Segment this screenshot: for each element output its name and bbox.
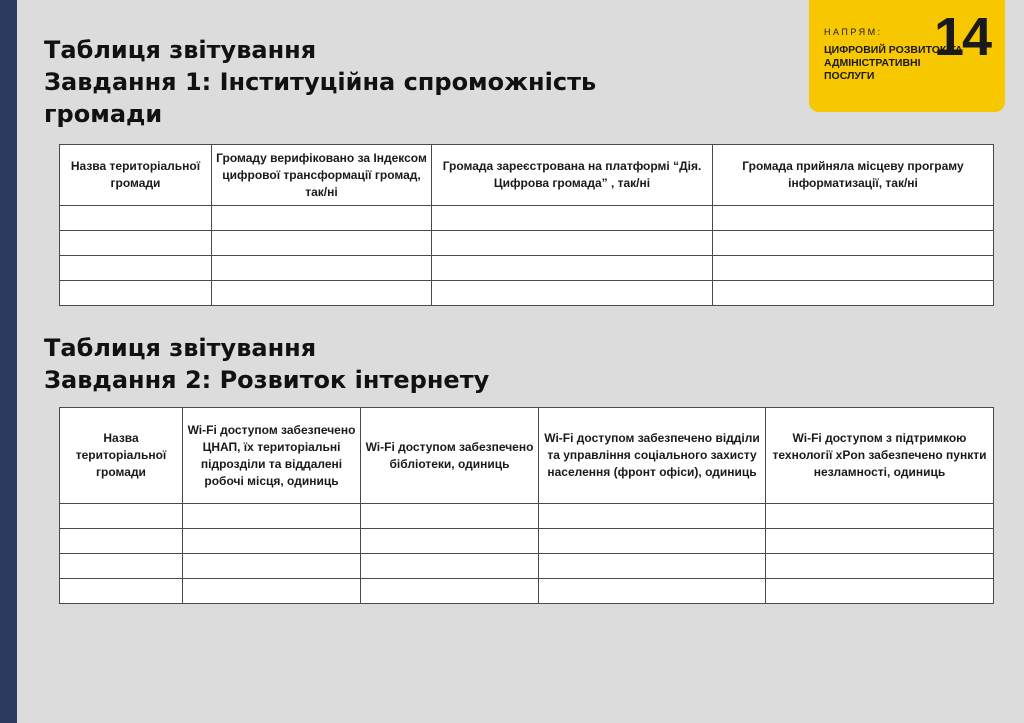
table1-cell[interactable] bbox=[60, 231, 212, 256]
table1-header-cell: Громаду верифіковано за Індексом цифрової трансформації громад, так/ні bbox=[212, 145, 432, 206]
table2-header-cell: Wi-Fi доступом забезпечено бібліотеки, одиниць bbox=[361, 408, 539, 504]
report-table-1 bbox=[59, 144, 994, 306]
table1-cell[interactable] bbox=[713, 231, 994, 256]
table1-cell[interactable] bbox=[713, 206, 994, 231]
table2-cell[interactable] bbox=[60, 529, 183, 554]
section1-subtitle-cont: громади bbox=[44, 100, 163, 128]
table2-cell[interactable] bbox=[361, 579, 539, 604]
section1-heading bbox=[44, 34, 596, 130]
table2-cell[interactable] bbox=[539, 554, 766, 579]
table2-cell[interactable] bbox=[183, 529, 361, 554]
table1-cell[interactable] bbox=[713, 281, 994, 306]
badge-kicker: НАПРЯМ: bbox=[824, 27, 883, 37]
table1-cell[interactable] bbox=[212, 281, 432, 306]
table1-header-cell: Громада прийняла місцеву програму інформатизації, так/ні bbox=[713, 145, 994, 206]
table2-header-row bbox=[60, 408, 994, 504]
table2-row bbox=[60, 554, 994, 579]
table2-cell[interactable] bbox=[361, 554, 539, 579]
table2-cell[interactable] bbox=[183, 579, 361, 604]
table1-cell[interactable] bbox=[432, 281, 713, 306]
table1-header-cell: Назва територіальної громади bbox=[60, 145, 212, 206]
table2-cell[interactable] bbox=[539, 579, 766, 604]
report-table-2 bbox=[59, 407, 994, 604]
table2-header-cell: Wi-Fi доступом забезпечено ЦНАП, їх територіальні підрозділи та віддалені робочі місця, одиниць bbox=[183, 408, 361, 504]
table1-cell[interactable] bbox=[212, 231, 432, 256]
left-accent-bar bbox=[0, 0, 17, 723]
table1-cell[interactable] bbox=[60, 206, 212, 231]
table2-cell[interactable] bbox=[361, 529, 539, 554]
table2-header-cell: Назва територіальної громади bbox=[60, 408, 183, 504]
table1-row bbox=[60, 256, 994, 281]
section1-title: Таблиця звітування bbox=[44, 36, 317, 64]
table1-header-row bbox=[60, 145, 994, 206]
table1-cell[interactable] bbox=[60, 281, 212, 306]
section1-subtitle: Завдання 1: Інституційна спроможність bbox=[44, 68, 597, 96]
table2-header-cell: Wi-Fi доступом забезпечено відділи та управління соціального захисту населення (фронт офіси), одиниць bbox=[539, 408, 766, 504]
table2-cell[interactable] bbox=[183, 504, 361, 529]
table2-header-cell: Wi-Fi доступом з підтримкою технології xPon забезпечено пункти незламності, одиниць bbox=[766, 408, 994, 504]
section2-subtitle: Завдання 2: Розвиток інтернету bbox=[44, 366, 490, 394]
table1-cell[interactable] bbox=[713, 256, 994, 281]
table1-cell[interactable] bbox=[432, 256, 713, 281]
section2-heading bbox=[44, 332, 489, 396]
table1-cell[interactable] bbox=[212, 206, 432, 231]
direction-badge bbox=[809, 0, 1005, 112]
table1-row bbox=[60, 281, 994, 306]
table2-cell[interactable] bbox=[539, 529, 766, 554]
table1-cell[interactable] bbox=[212, 256, 432, 281]
table2-row bbox=[60, 579, 994, 604]
table2-cell[interactable] bbox=[361, 504, 539, 529]
table1-header-cell: Громада зареєстрована на платформі “Дія. Цифрова громада” , так/ні bbox=[432, 145, 713, 206]
table2-cell[interactable] bbox=[60, 579, 183, 604]
table2-cell[interactable] bbox=[60, 504, 183, 529]
table2-cell[interactable] bbox=[60, 554, 183, 579]
table2-cell[interactable] bbox=[766, 554, 994, 579]
table1-cell[interactable] bbox=[60, 256, 212, 281]
table2-cell[interactable] bbox=[766, 504, 994, 529]
table1-cell[interactable] bbox=[432, 231, 713, 256]
table1-row bbox=[60, 231, 994, 256]
table2-cell[interactable] bbox=[539, 504, 766, 529]
badge-number: 14 bbox=[934, 7, 991, 67]
badge-topic: ЦИФРОВИЙ РОЗВИТОК ТА АДМІНІСТРАТИВНІ ПОСЛУГИ bbox=[824, 44, 963, 82]
table1-cell[interactable] bbox=[432, 206, 713, 231]
table2-cell[interactable] bbox=[766, 529, 994, 554]
section2-title: Таблиця звітування bbox=[44, 334, 317, 362]
table2-row bbox=[60, 529, 994, 554]
table1-row bbox=[60, 206, 994, 231]
table2-cell[interactable] bbox=[183, 554, 361, 579]
table2-cell[interactable] bbox=[766, 579, 994, 604]
table2-row bbox=[60, 504, 994, 529]
